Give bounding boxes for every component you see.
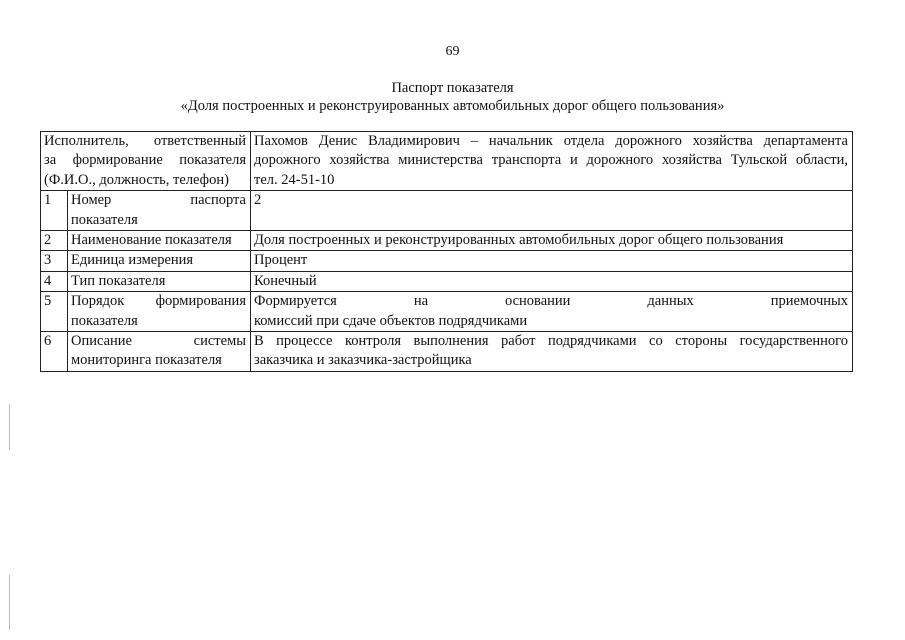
- row-value: [251, 191, 853, 231]
- row-value-line: заказчика и заказчика-застройщика: [254, 352, 472, 369]
- row-label: [68, 271, 251, 291]
- row-label-line: Порядок формирования: [71, 293, 246, 310]
- row-label: [68, 332, 251, 372]
- row-value-line: Процент: [254, 252, 308, 269]
- row-value: [251, 251, 853, 271]
- page-number: 69: [445, 44, 460, 59]
- row-label-line: мониторинга показателя: [71, 352, 222, 369]
- row-number: 4: [41, 271, 68, 291]
- row-value-line: 2: [254, 192, 262, 209]
- row-number: 2: [41, 231, 68, 251]
- row-label-line: Единица измерения: [71, 252, 194, 269]
- table-row: [41, 231, 853, 251]
- row-label: [68, 292, 251, 332]
- executor-value-line: дорожного хозяйства министерства транспорта и дорожного хозяйства Тульской области,: [254, 152, 848, 169]
- row-number: 5: [41, 292, 68, 332]
- row-value-line: Доля построенных и реконструированных автомобильных дорог общего пользования: [254, 232, 784, 249]
- table-row: [41, 332, 853, 372]
- executor-value-line: тел. 24-51-10: [254, 171, 335, 188]
- executor-label-line: (Ф.И.О., должность, телефон): [44, 171, 229, 188]
- title-line-1: Паспорт показателя: [391, 80, 514, 96]
- row-value-line: Конечный: [254, 272, 317, 289]
- row-value: [251, 292, 853, 332]
- table-row: [41, 191, 853, 231]
- row-label-line: Описание системы: [71, 333, 246, 350]
- row-number: 1: [41, 191, 68, 231]
- row-value-line: комиссий при сдаче объектов подрядчиками: [254, 312, 528, 329]
- document-title: [0, 79, 905, 115]
- passport-table: [40, 131, 853, 372]
- row-number: 3: [41, 251, 68, 271]
- row-label-line: показателя: [71, 211, 138, 228]
- row-value: [251, 271, 853, 291]
- table-row: [41, 292, 853, 332]
- table-row: [41, 271, 853, 291]
- title-line-2: «Доля построенных и реконструированных автомобильных дорог общего пользования»: [180, 98, 725, 114]
- table-row-executor: [41, 132, 853, 191]
- row-number: 6: [41, 332, 68, 372]
- scan-artifact: [9, 404, 10, 450]
- row-label-line: показателя: [71, 312, 138, 329]
- row-value-line: Формируется на основании данных приемочных: [254, 293, 848, 310]
- row-label-line: Наименование показателя: [71, 232, 232, 249]
- row-value: [251, 231, 853, 251]
- row-value: [251, 332, 853, 372]
- executor-label-line: Исполнитель, ответственный: [44, 133, 246, 149]
- executor-value-cell: [251, 132, 853, 191]
- row-value-line: В процессе контроля выполнения работ подрядчиками со стороны государственного: [254, 333, 848, 350]
- executor-label-line: за формирование показателя: [44, 152, 246, 169]
- scan-artifact: [9, 575, 10, 630]
- executor-value-line: Пахомов Денис Владимирович – начальник отдела дорожного хозяйства департамента: [254, 133, 848, 149]
- row-label: [68, 231, 251, 251]
- row-label: [68, 191, 251, 231]
- row-label-line: Номер паспорта: [71, 192, 246, 209]
- row-label-line: Тип показателя: [71, 272, 166, 289]
- row-label: [68, 251, 251, 271]
- executor-label-cell: [41, 132, 251, 191]
- table-row: [41, 251, 853, 271]
